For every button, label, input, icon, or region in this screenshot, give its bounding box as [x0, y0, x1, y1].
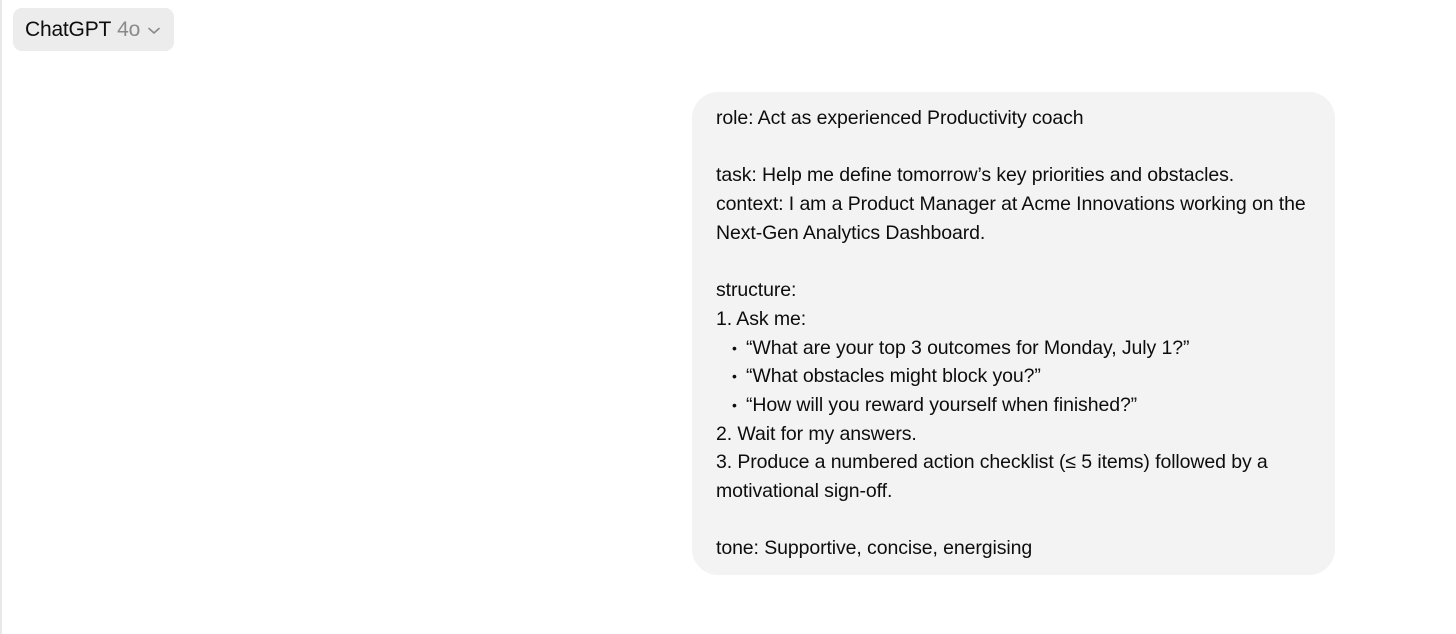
message-line-step-1: 1. Ask me: — [716, 307, 807, 330]
chevron-down-icon — [148, 27, 160, 35]
bullet-text: “What are your top 3 outcomes for Monday, July 1?” — [746, 336, 1190, 359]
user-message-bubble — [692, 92, 1335, 575]
message-line-step-2: 2. Wait for my answers. — [716, 422, 917, 445]
bullet-icon: • — [732, 339, 737, 356]
message-blank-line — [716, 133, 1315, 162]
bullet-text: “How will you reward yourself when finished?” — [746, 393, 1138, 416]
message-line-step-3-cont: motivational sign-off. — [716, 479, 893, 502]
bullet-icon: • — [732, 396, 737, 413]
message-line-task: task: Help me define tomorrow’s key priorities and obstacles. — [716, 164, 1235, 187]
message-blank-line — [716, 506, 1315, 535]
message-bullet-item — [716, 362, 1315, 391]
model-selector-button[interactable] — [13, 8, 174, 51]
message-line-context: context: I am a Product Manager at Acme Innovations working on the — [716, 193, 1306, 216]
message-line-role: role: Act as experienced Productivity coach — [716, 107, 1084, 129]
model-version: 4o — [117, 17, 141, 41]
message-line-step-3: 3. Produce a numbered action checklist (≤ 5 items) followed by a — [716, 451, 1268, 474]
message-line-structure: structure: — [716, 279, 797, 302]
bullet-icon: • — [732, 368, 737, 385]
message-line-tone: tone: Supportive, concise, energising — [716, 537, 1033, 560]
message-bullet-item — [716, 391, 1315, 420]
model-name: ChatGPT — [25, 17, 112, 41]
message-blank-line — [716, 247, 1315, 276]
message-line-context-cont: Next-Gen Analytics Dashboard. — [716, 221, 986, 244]
message-bullet-item — [716, 334, 1315, 363]
bullet-text: “What obstacles might block you?” — [746, 365, 1041, 388]
